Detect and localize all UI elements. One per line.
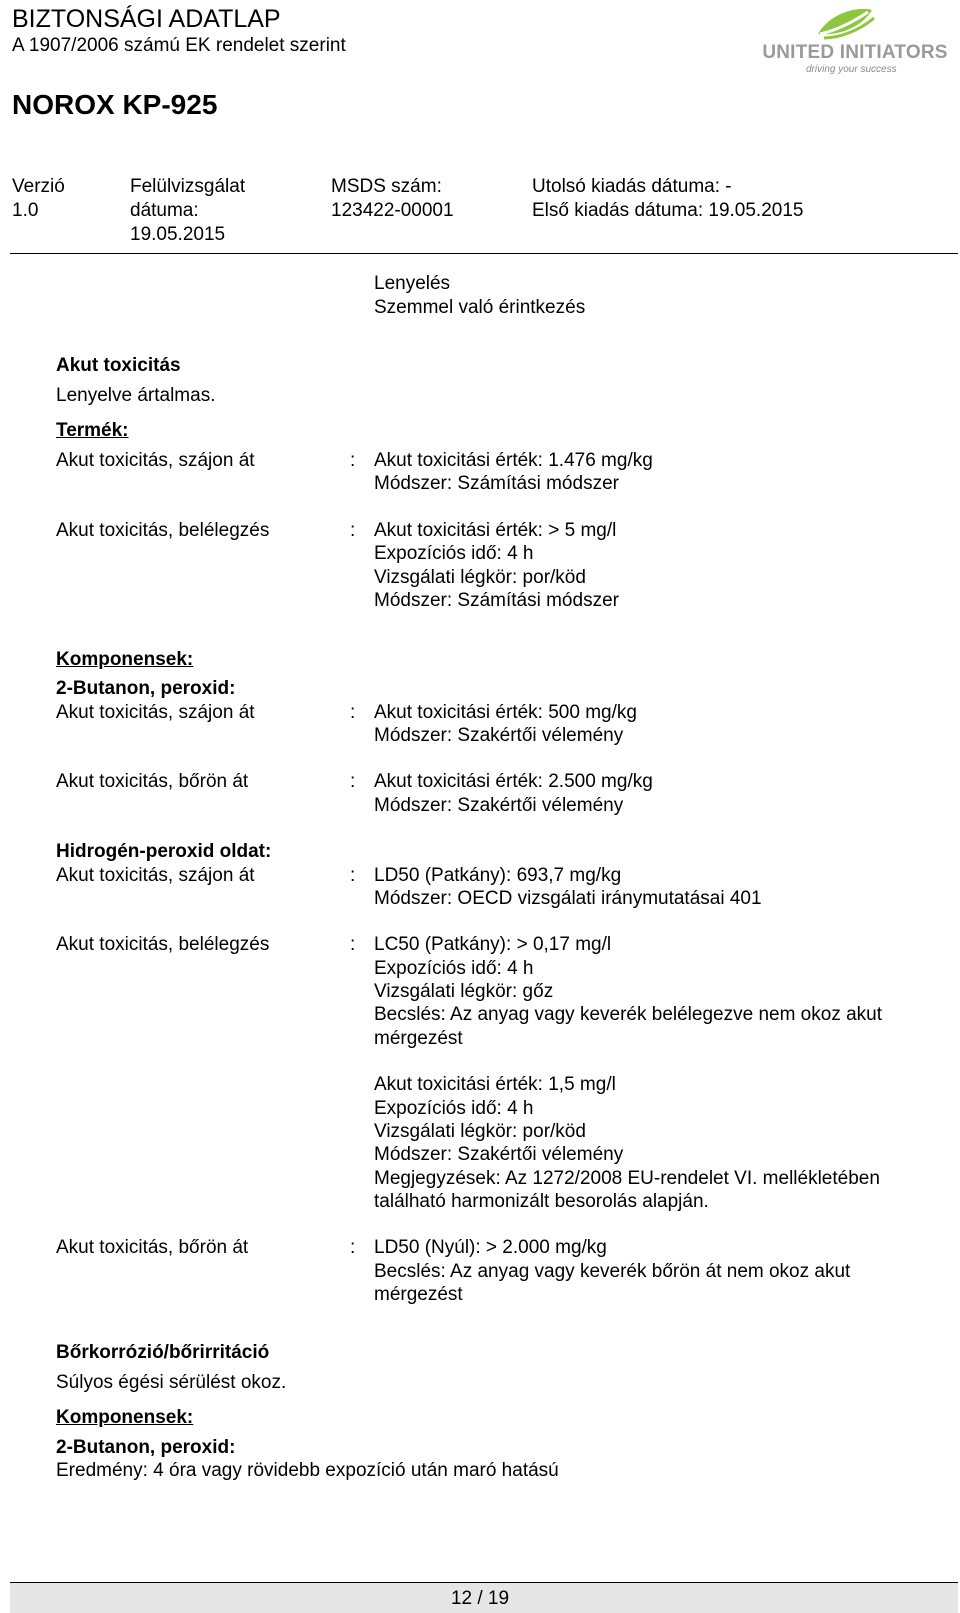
acute-toxicity-summary: Lenyelve ártalmas. (56, 385, 216, 406)
row-value: Expozíciós idő: 4 h (374, 958, 534, 979)
row-label: Akut toxicitás, belélegzés (56, 934, 270, 955)
row-value: Akut toxicitási érték: 2.500 mg/kg (374, 771, 653, 792)
row-colon: : (350, 771, 356, 792)
meta-revision-label: Felülvizsgálat (130, 176, 246, 197)
row-value: Vizsgálati légkör: por/köd (374, 1121, 586, 1142)
row-value: LD50 (Nyúl): > 2.000 mg/kg (374, 1237, 607, 1258)
butanon-heading: 2-Butanon, peroxid: (56, 678, 236, 699)
meta-msds-value: 123422-00001 (331, 200, 454, 221)
meta-revision-date: 19.05.2015 (130, 224, 226, 245)
row-colon: : (350, 450, 356, 471)
row-label: Akut toxicitás, bőrön át (56, 1237, 249, 1258)
page-number: 12 / 19 (450, 1588, 510, 1609)
meta-issue-dates (532, 175, 803, 223)
row-label: Akut toxicitás, szájon át (56, 865, 255, 886)
row-value: Akut toxicitási érték: 1.476 mg/kg (374, 450, 653, 471)
meta-version-value: 1.0 (12, 200, 39, 221)
row-colon: : (350, 702, 356, 723)
meta-revision (130, 175, 245, 247)
meta-version-label: Verzió (12, 176, 65, 197)
skin-corrosion-heading: Bőrkorrózió/bőrirritáció (56, 1342, 270, 1363)
row-value: Expozíciós idő: 4 h (374, 1098, 534, 1119)
row-value: mérgezést (374, 1284, 463, 1305)
row-value: Megjegyzések: Az 1272/2008 EU-rendelet VI. mellékletében (374, 1168, 880, 1189)
row-colon: : (350, 934, 356, 955)
row-colon: : (350, 520, 356, 541)
row-value: Módszer: OECD vizsgálati iránymutatásai 401 (374, 888, 762, 909)
row-label: Akut toxicitás, bőrön át (56, 771, 249, 792)
skin-corrosion-summary: Súlyos égési sérülést okoz. (56, 1372, 287, 1393)
meta-first-issue: Első kiadás dátuma: 19.05.2015 (532, 200, 804, 221)
document-title: BIZTONSÁGI ADATLAP (12, 5, 281, 33)
row-value: Módszer: Szakértői vélemény (374, 795, 624, 816)
h2o2-heading: Hidrogén-peroxid oldat: (56, 841, 272, 862)
row-value: Vizsgálati légkör: por/köd (374, 567, 586, 588)
meta-msds (331, 175, 454, 223)
header-divider (10, 253, 958, 254)
row-colon: : (350, 865, 356, 886)
row-value: Akut toxicitási érték: 500 mg/kg (374, 702, 637, 723)
row-value: Módszer: Szakértői vélemény (374, 725, 624, 746)
logo-tagline: driving your success (806, 64, 897, 75)
row-colon: : (350, 1237, 356, 1258)
row-label: Akut toxicitás, szájon át (56, 450, 255, 471)
document-subtitle: A 1907/2006 számú EK rendelet szerint (12, 35, 346, 56)
company-logo (760, 4, 950, 78)
skin-result: Eredmény: 4 óra vagy rövidebb expozíció után maró hatású (56, 1460, 559, 1481)
meta-msds-label: MSDS szám: (331, 176, 442, 197)
skin-components-heading: Komponensek: (56, 1407, 194, 1428)
product-name: NOROX KP-925 (12, 89, 218, 120)
row-value: Becslés: Az anyag vagy keverék belélegezve nem okoz akut (374, 1004, 883, 1025)
row-value: LC50 (Patkány): > 0,17 mg/l (374, 934, 612, 955)
row-value: Vizsgálati légkör: gőz (374, 981, 554, 1002)
row-value: található harmonizált besorolás alapján. (374, 1191, 709, 1212)
row-value: mérgezést (374, 1028, 463, 1049)
row-value: Akut toxicitási érték: > 5 mg/l (374, 520, 617, 541)
row-value: Akut toxicitási érték: 1,5 mg/l (374, 1074, 616, 1095)
row-value: Becslés: Az anyag vagy keverék bőrön át nem okoz akut (374, 1261, 851, 1282)
product-heading: Termék: (56, 420, 129, 441)
route-ingestion: Lenyelés (374, 273, 451, 294)
skin-butanon-heading: 2-Butanon, peroxid: (56, 1437, 236, 1458)
row-value: LD50 (Patkány): 693,7 mg/kg (374, 865, 622, 886)
meta-revision-value: dátuma: (130, 200, 199, 221)
components-heading: Komponensek: (56, 649, 194, 670)
route-eye-contact: Szemmel való érintkezés (374, 297, 586, 318)
meta-last-issue: Utolsó kiadás dátuma: - (532, 176, 732, 197)
logo-wordmark: UNITED INITIATORS (762, 42, 948, 63)
row-value: Módszer: Számítási módszer (374, 590, 619, 611)
leaf-logo-icon (760, 4, 950, 44)
row-value: Expozíciós idő: 4 h (374, 543, 534, 564)
row-value: Módszer: Szakértői vélemény (374, 1144, 624, 1165)
row-label: Akut toxicitás, szájon át (56, 702, 255, 723)
row-label: Akut toxicitás, belélegzés (56, 520, 270, 541)
acute-toxicity-heading: Akut toxicitás (56, 355, 181, 376)
meta-version (12, 175, 65, 223)
row-value: Módszer: Számítási módszer (374, 473, 619, 494)
